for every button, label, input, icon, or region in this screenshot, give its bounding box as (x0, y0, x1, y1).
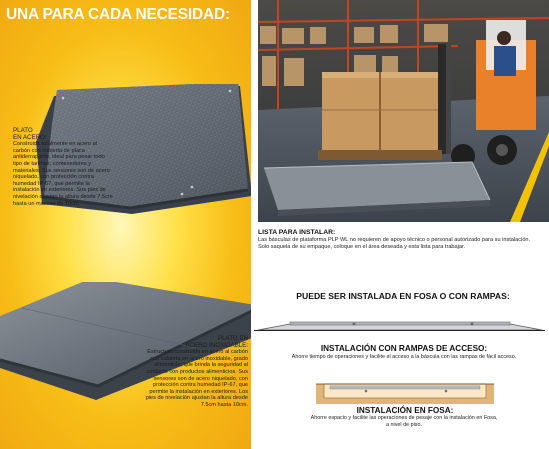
ramp-diagram (254, 316, 545, 332)
ready-text: Las básculas de plataforma PLP WL no requieren de apoyo técnico o personal autorizado para su instalación. Solo saquela de su empaque, coloque en el área deseada y esta lista para trabajar. (258, 237, 531, 250)
stainless-plate-caption (144, 336, 248, 409)
ramp-title: INSTALACIÓN CON RAMPAS DE ACCESO: (320, 344, 488, 353)
ramp-text: Ahorre tiempo de operaciones y facilite el acceso a la báscula con las rampas de fácil acceso. (291, 354, 517, 360)
product-panel (0, 0, 251, 449)
ready-title: LISTA PARA INSTALAR: (258, 229, 336, 236)
pit-text-line-2: a nivel de piso. (386, 422, 422, 428)
forklift-photo (258, 0, 549, 222)
steel-plate-caption (13, 128, 113, 207)
pit-diagram (316, 380, 494, 404)
pit-text-line-1: Ahorre espacio y facilite las operaciones de pesaje con la instalación en Fosa, (310, 415, 498, 421)
steel-plate-title-2: EN ACERO: (13, 133, 47, 141)
stainless-plate-description: Estructura construida en acero al carbón con cubierta en acero inoxidable, grado alimenticio; que brinda la seguridad al contacto con productos alimenticios. Sus sensores son de acero niquelado, con protección contra humedad IP-67, que permite la instalación en exteriores. Los pies de nivelación ajustan la altura desde 7.5cm hasta 10cm. (145, 349, 248, 408)
pit-title: INSTALACIÓN EN FOSA: (356, 406, 454, 415)
steel-plate-description: Construida totalmente en acero al carbón con cubierta de placa antiderrapante, ideal para pesar todo tipo de tarimas, contenedores y materiales. Sus sensores son de acero niquelado, con protección contra humedad IP-67, que permite la instalación en exteriores. Sus pies de nivelación ajustan la altura desde 7.5cm hasta un máximo de 10cm. (13, 141, 113, 207)
steel-plate-title-1: PLATO (13, 127, 33, 134)
installation-heading: PUEDE SER INSTALADA EN FOSA O CON RAMPAS: (296, 291, 510, 301)
stainless-plate-title-1: PLATO EN (217, 335, 248, 342)
headline: UNA PARA CADA NECESIDAD: (6, 6, 230, 23)
stainless-plate-title-2: ACERO INOXIDABLE: (185, 341, 248, 349)
